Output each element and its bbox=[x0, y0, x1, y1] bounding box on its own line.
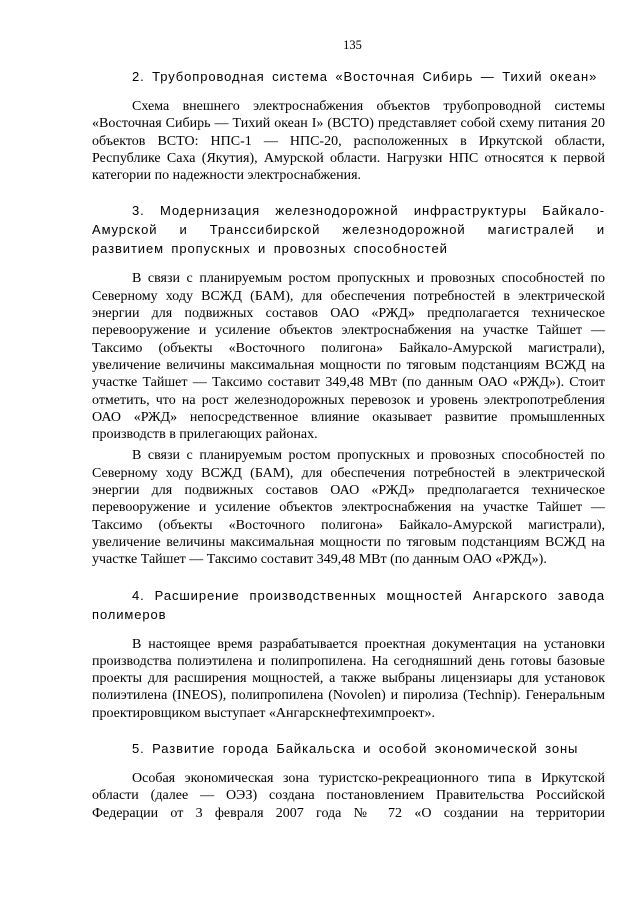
section-polymer-plant bbox=[92, 586, 605, 722]
paragraph: Схема внешнего электроснабжения объектов трубопроводной системы «Восточная Сибирь — Тихий океан I» (ВСТО) представляет собой схему питания 20 объектов ВСТО: НПС-1 — НПС-20, расположенных в Иркутской области, Республике Саха (Якутия), Амурской области. Нагрузки НПС относятся к первой категории по надежности электроснабжения. bbox=[92, 99, 605, 184]
section-heading: 5. Развитие города Байкальска и особой экономической зоны bbox=[132, 741, 579, 757]
section-railway bbox=[92, 201, 605, 568]
section-pipeline bbox=[92, 67, 605, 184]
section-heading: 4. Расширение производственных мощностей Ангарского завода полимеров bbox=[92, 587, 605, 622]
paragraph: Особая экономическая зона туристско-рекреационного типа в Иркутской области (далее — ОЭЗ) создана постановлением Правительства Российской Федерации от 3 февраля 2007 года № 72 «О создании на территории bbox=[92, 771, 605, 821]
page-number: 135 bbox=[343, 38, 362, 52]
paragraph: В связи с планируемым ростом пропускных и провозных способностей по Северному ходу ВСЖД (БАМ), для обеспечения потребностей в электрической энергии для подвижных составов ОАО «РЖД» предполагается техническое перевооружение и усиление объектов электроснабжения на участке Тайшет — Таксимо (объекты «Восточного полигона» Байкало-Амурской магистрали), увеличение величины максимальная мощности по тяговым подстанциям ВСЖД на участке Тайшет — Таксимо составит 349,48 МВт (по данным ОАО «РЖД»). Стоит отметить, что на рост железнодорожных перевозок и уровень электропотребления ОАО «РЖД» непосредственное влияние оказывает развитие промышленных производств в прилегающих районах. bbox=[92, 271, 605, 443]
section-heading: 3. Модернизация железнодорожной инфраструктуры Байкало-Амурской и Транссибирской железнодорожной магистралей и развитием пропускных и провозных способностей bbox=[92, 203, 605, 257]
paragraph: В настоящее время разрабатывается проектная документация на установки производства полиэтилена и полипропилена. На сегодняшний день готовы базовые проекты для расширения мощностей, а также выбраны лицензиары для установок полиэтилена (INEOS), полипропилена (Novolen) и пиролиза (Technip). Генеральным проектировщиком выступает «Ангарскнефтехимпроект». bbox=[92, 636, 605, 721]
section-baikalsk bbox=[92, 739, 605, 822]
paragraph: В связи с планируемым ростом пропускных и провозных способностей по Северному ходу ВСЖД (БАМ), для обеспечения потребностей в электрической энергии для подвижных составов ОАО «РЖД» предполагается техническое перевооружение и усиление объектов электроснабжения на участке Тайшет — Таксимо (объекты «Восточного полигона» Байкало-Амурской магистрали), увеличение величины максимальная мощности по тяговым подстанциям ВСЖД на участке Тайшет — Таксимо составит 349,48 МВт (по данным ОАО «РЖД»). bbox=[92, 448, 605, 568]
section-heading: 2. Трубопроводная система «Восточная Сибирь — Тихий океан» bbox=[132, 69, 598, 84]
